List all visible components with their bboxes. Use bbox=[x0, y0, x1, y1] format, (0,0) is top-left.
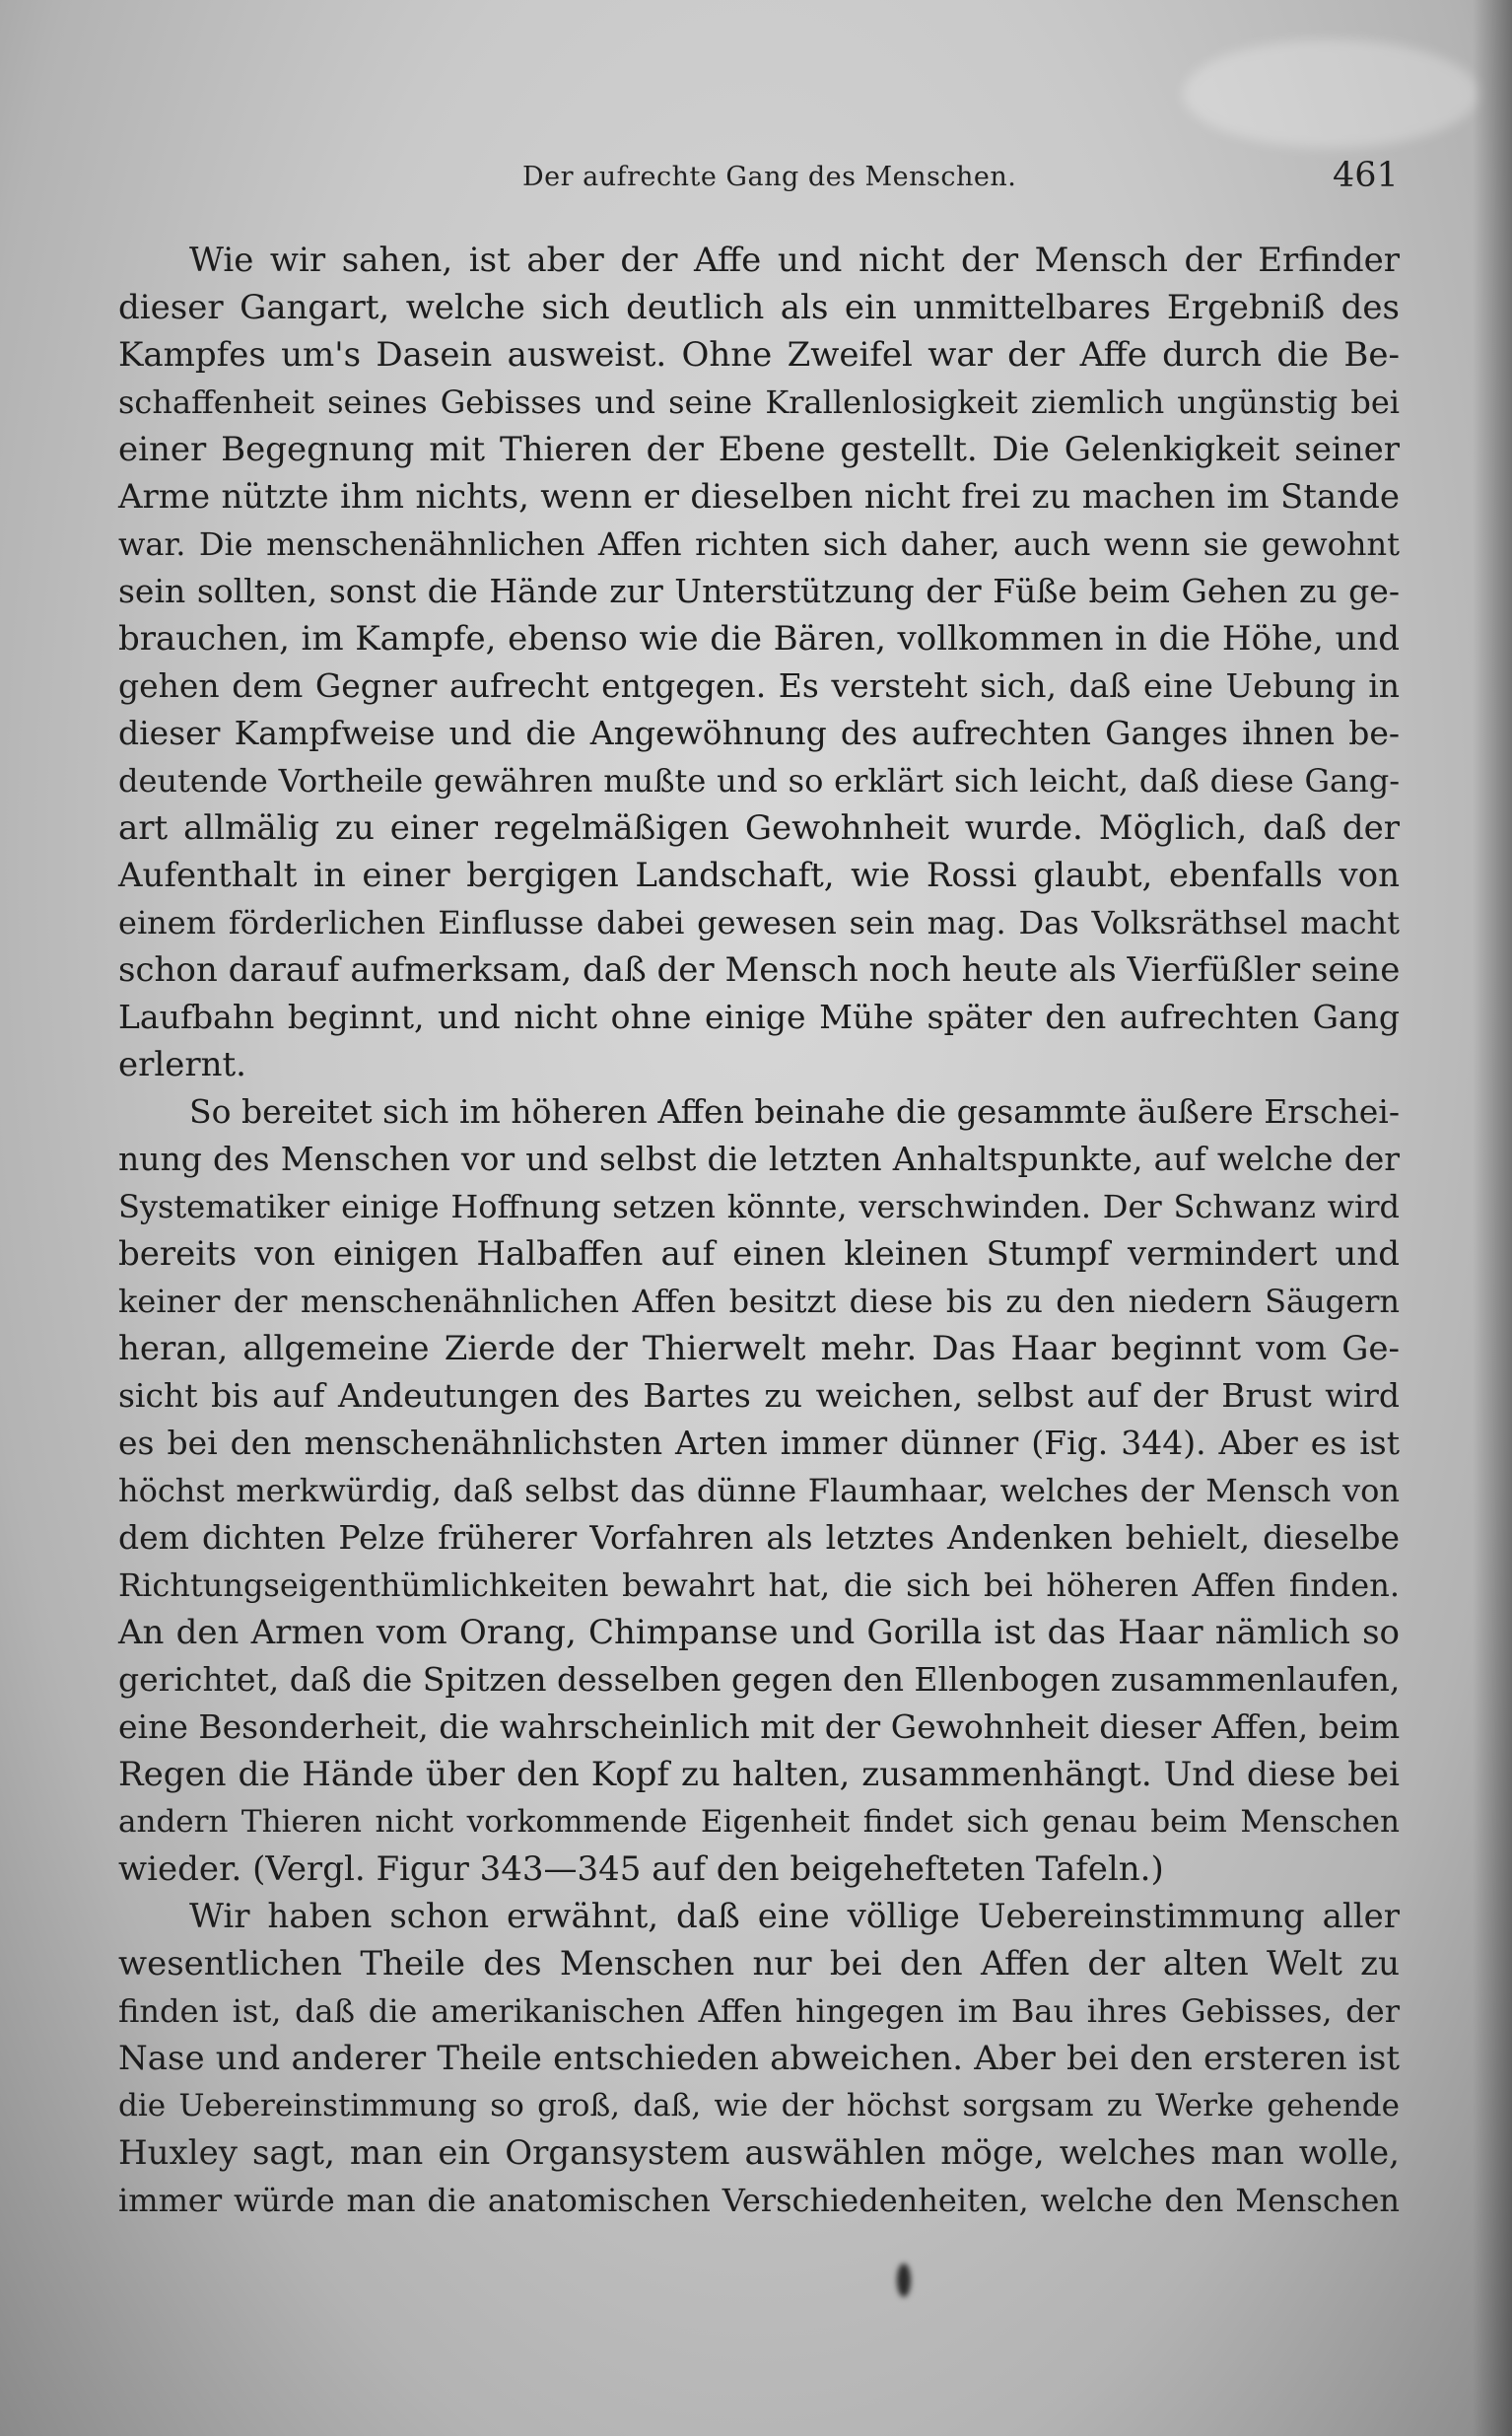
text-line: Arme nützte ihm nichts, wenn er dieselben nicht frei zu machen im Stande bbox=[118, 477, 1400, 517]
text-line: An den Armen vom Orang, Chimpanse und Gorilla ist das Haar nämlich so bbox=[118, 1613, 1400, 1652]
text-line: keiner der menschenähnlichen Affen besitzt diese bis zu den niedern Säugern bbox=[118, 1283, 1400, 1320]
text-line: einem förderlichen Einflusse dabei gewesen sein mag. Das Volksräthsel macht bbox=[118, 904, 1400, 941]
text-line: Wie wir sahen, ist aber der Affe und nicht der Mensch der Erfinder bbox=[189, 241, 1400, 280]
text-line: erlernt. bbox=[118, 1045, 246, 1084]
text-line: sein sollten, sonst die Hände zur Unterstützung der Füße beim Gehen zu ge- bbox=[118, 572, 1400, 610]
text-line: gehen dem Gegner aufrecht entgegen. Es versteht sich, daß eine Uebung in bbox=[118, 666, 1400, 705]
text-line: war. Die menschenähnlichen Affen richten sich daher, auch wenn sie gewohnt bbox=[118, 525, 1400, 563]
text-line: Systematiker einige Hoffnung setzen könnte, verschwinden. Der Schwanz wird bbox=[118, 1188, 1400, 1225]
page-glare bbox=[1183, 39, 1478, 148]
text-line: Wir haben schon erwähnt, daß eine völlige Uebereinstimmung aller bbox=[189, 1897, 1400, 1936]
text-line: sicht bis auf Andeutungen des Bartes zu weichen, selbst auf der Brust wird bbox=[118, 1376, 1400, 1415]
text-line: wieder. (Vergl. Figur 343—345 auf den beigehefteten Tafeln.) bbox=[118, 1849, 1164, 1889]
text-line: Regen die Hände über den Kopf zu halten, zusammenhängt. Und diese bei bbox=[118, 1755, 1400, 1794]
text-line: eine Besonderheit, die wahrscheinlich mit der Gewohnheit dieser Affen, beim bbox=[118, 1707, 1401, 1746]
text-line: dem dichten Pelze früherer Vorfahren als letztes Andenken behielt, dieselbe bbox=[118, 1518, 1400, 1557]
page-header bbox=[0, 156, 1512, 205]
text-line: bereits von einigen Halbaffen auf einen kleinen Stumpf vermindert und bbox=[118, 1234, 1400, 1274]
text-line: andern Thieren nicht vorkommende Eigenheit findet sich genau beim Menschen bbox=[118, 1804, 1400, 1840]
text-line: Nase und anderer Theile entschieden abweichen. Aber bei den ersteren ist bbox=[118, 2039, 1400, 2078]
text-line: Huxley sagt, man ein Organsystem auswählen möge, welches man wolle, bbox=[118, 2133, 1400, 2173]
text-line: dieser Kampfweise und die Angewöhnung des aufrechten Ganges ihnen be- bbox=[118, 714, 1400, 752]
text-line: deutende Vortheile gewähren mußte und so erklärt sich leicht, daß diese Gang- bbox=[118, 762, 1400, 800]
text-line: die Uebereinstimmung so groß, daß, wie der höchst sorgsam zu Werke gehende bbox=[118, 2088, 1400, 2123]
text-line: einer Begegnung mit Thieren der Ebene gestellt. Die Gelenkigkeit seiner bbox=[118, 430, 1400, 469]
text-line: dieser Gangart, welche sich deutlich als ein unmittelbares Ergebniß des bbox=[118, 288, 1400, 327]
text-line: So bereitet sich im höheren Affen beinahe die gesammte äußere Erschei- bbox=[189, 1092, 1400, 1131]
text-line: wesentlichen Theile des Menschen nur bei den Affen der alten Welt zu bbox=[118, 1944, 1400, 1984]
text-line: Kampfes um's Dasein ausweist. Ohne Zweifel war der Affe durch die Be- bbox=[118, 335, 1400, 375]
text-line: Aufenthalt in einer bergigen Landschaft, wie Rossi glaubt, ebenfalls von bbox=[118, 856, 1400, 895]
text-line: Richtungseigenthümlichkeiten bewahrt hat, die sich bei höheren Affen finden. bbox=[118, 1566, 1400, 1604]
text-line: schaffenheit seines Gebisses und seine Krallenlosigkeit ziemlich ungünstig bei bbox=[118, 383, 1400, 421]
text-line: art allmälig zu einer regelmäßigen Gewohnheit wurde. Möglich, daß der bbox=[118, 808, 1400, 848]
text-line: es bei den menschenähnlichsten Arten immer dünner (Fig. 344). Aber es ist bbox=[118, 1424, 1400, 1462]
text-line: heran, allgemeine Zierde der Thierwelt mehr. Das Haar beginnt vom Ge- bbox=[118, 1329, 1400, 1368]
page-number: 461 bbox=[1333, 156, 1399, 195]
running-title: Der aufrechte Gang des Menschen. bbox=[522, 162, 1017, 192]
page-edge-shadow bbox=[1473, 0, 1512, 2436]
text-line: immer würde man die anatomischen Verschiedenheiten, welche den Menschen bbox=[118, 2182, 1400, 2219]
text-line: nung des Menschen vor und selbst die letzten Anhaltspunkte, auf welche der bbox=[118, 1140, 1400, 1178]
text-line: brauchen, im Kampfe, ebenso wie die Bären, vollkommen in die Höhe, und bbox=[118, 619, 1400, 659]
text-line: schon darauf aufmerksam, daß der Mensch noch heute als Vierfüßler seine bbox=[118, 950, 1401, 990]
text-line: finden ist, daß die amerikanischen Affen hingegen im Bau ihres Gebisses, der bbox=[118, 1992, 1400, 2030]
text-line: Laufbahn beginnt, und nicht ohne einige Mühe später den aufrechten Gang bbox=[118, 998, 1400, 1036]
ink-spot bbox=[897, 2263, 911, 2297]
text-line: höchst merkwürdig, daß selbst das dünne Flaumhaar, welches der Mensch von bbox=[118, 1472, 1400, 1509]
text-line: gerichtet, daß die Spitzen desselben gegen den Ellenbogen zusammenlaufen, bbox=[118, 1660, 1401, 1699]
